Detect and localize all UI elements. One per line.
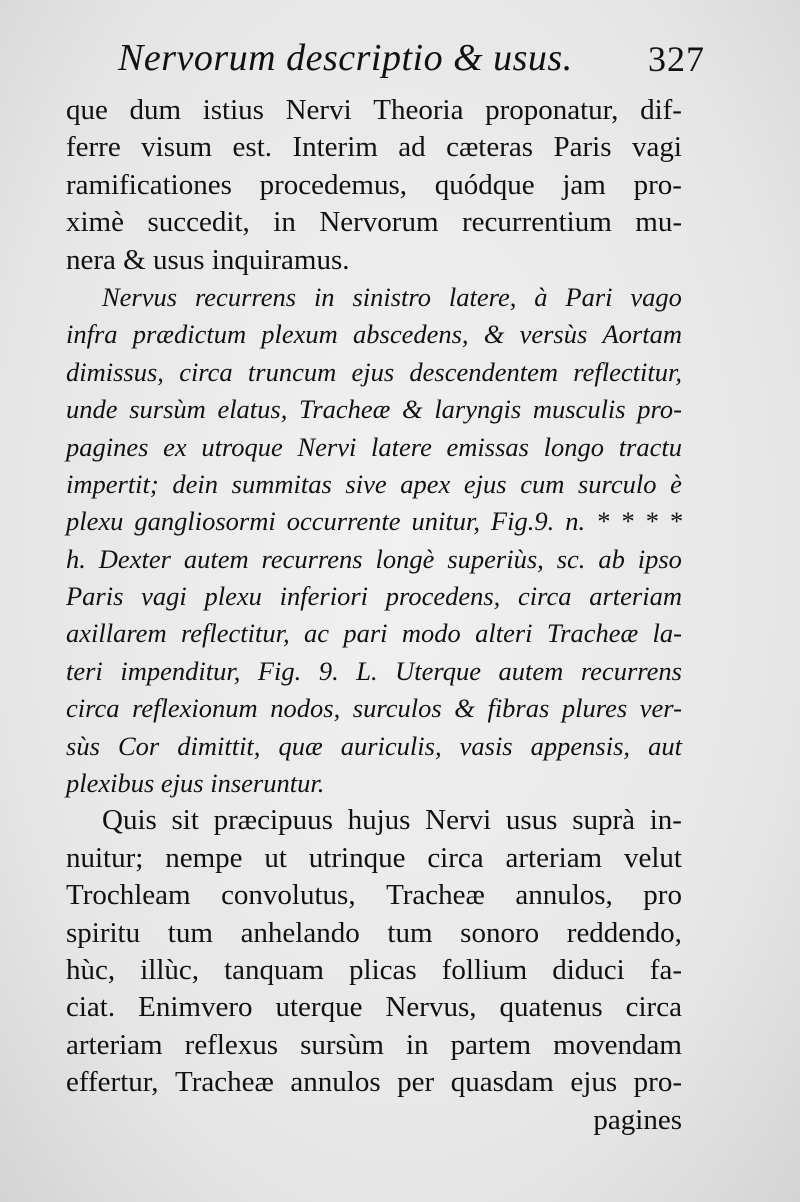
text-line: dimissus, circa truncum ejus descendentem reflectitur,	[66, 356, 682, 387]
text-line: ferre visum est. Interim ad cæteras Paris vagi	[66, 131, 682, 164]
text-line: pagines	[593, 1103, 682, 1136]
text-line: teri impenditur, Fig. 9. L. Uterque autem recurrens	[66, 655, 682, 686]
text-line: ciat. Enimvero uterque Nervus, quatenus circa	[66, 991, 682, 1024]
page-header	[0, 36, 800, 100]
text-line: arteriam reflexus sursùm in partem movendam	[66, 1028, 682, 1061]
text-line: h. Dexter autem recurrens longè superiùs, sc. ab ipso	[66, 543, 682, 574]
text-line: Quis sit præcipuus hujus Nervi usus suprà in-	[102, 804, 682, 837]
text-line: infra prædictum plexum abscedens, & versùs Aortam	[66, 319, 682, 350]
text-line: Paris vagi plexu inferiori procedens, circa arteriam	[66, 581, 682, 612]
text-line: circa reflexionum nodos, surculos & fibras plures ver-	[66, 693, 682, 724]
text-line: nera & usus inquiramus.	[66, 243, 350, 276]
text-line: Nervus recurrens in sinistro latere, à Pari vago	[102, 281, 682, 312]
running-title: Nervorum descriptio & usus.	[118, 37, 573, 79]
text-line: hùc, illùc, tanquam plicas follium diduci fa-	[66, 953, 682, 986]
text-line: sùs Cor dimittit, quæ auriculis, vasis appensis, aut	[66, 730, 682, 761]
page-number: 327	[648, 39, 705, 79]
text-line: ramificationes procedemus, quódque jam pro-	[66, 168, 682, 201]
text-line: pagines ex utroque Nervi latere emissas longo tractu	[66, 431, 682, 462]
text-line: ximè succedit, in Nervorum recurrentium mu-	[66, 206, 682, 239]
text-line: impertit; dein summitas sive apex ejus cum surculo è	[66, 468, 682, 499]
text-line: unde sursùm elatus, Tracheæ & laryngis musculis pro-	[66, 394, 682, 425]
text-line: spiritu tum anhelando tum sonoro reddendo,	[66, 916, 682, 949]
text-line: que dum istius Nervi Theoria proponatur, dif-	[66, 94, 682, 126]
text-line: effertur, Tracheæ annulos per quasdam ejus pro-	[66, 1066, 682, 1099]
text-body	[66, 92, 682, 1139]
text-line: Trochleam convolutus, Tracheæ annulos, pro	[66, 879, 682, 912]
text-line: plexibus ejus inseruntur.	[66, 768, 325, 799]
text-line: plexu gangliosormi occurrente unitur, Fig.9. n. * * * *	[66, 506, 682, 537]
text-line: nuitur; nempe ut utrinque circa arteriam velut	[66, 841, 682, 874]
text-line: axillarem reflectitur, ac pari modo alteri Tracheæ la-	[66, 618, 682, 649]
